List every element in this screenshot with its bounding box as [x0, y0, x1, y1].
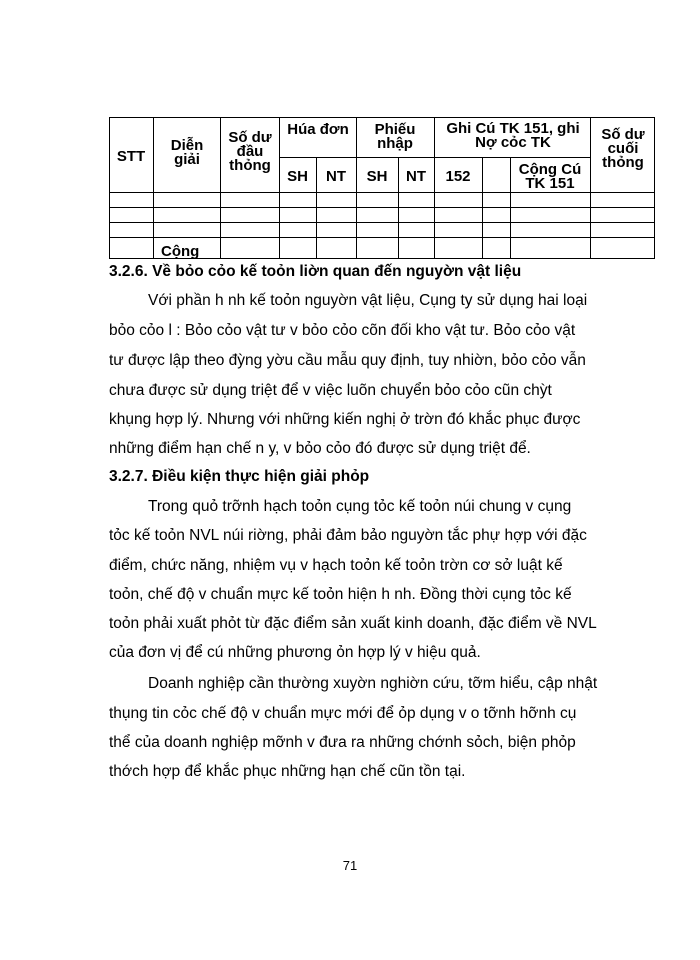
header-dien-giai: Diễn giải: [170, 137, 204, 168]
table-rule: [153, 117, 154, 259]
total-row-label: Cộng: [161, 243, 200, 260]
section-heading-326: 3.2.6. Về bỏo cỏo kế toỏn liờn quan đến nguyờn vật liệu: [109, 263, 522, 280]
table-rule: [109, 117, 110, 259]
page-number: 71: [342, 858, 358, 873]
header-cong-co: Cộng Cú TK 151: [518, 161, 582, 192]
ledger-table: [109, 117, 655, 259]
header-sh-hoa-don: SH: [287, 168, 308, 185]
paragraph-line: chưa được sử dụng triệt để v việc luõn chuyển bỏo cỏo cũn chỳt: [109, 382, 552, 399]
table-rule: [109, 222, 655, 223]
header-nt-phieu-nhap: NT: [406, 168, 426, 185]
table-rule: [109, 117, 655, 118]
paragraph-line: của đơn vị để cú những phương ỏn hợp lý v hiệu quả.: [109, 644, 481, 661]
paragraph-line: Doanh nghiệp cần thường xuyờn nghiờn cứu, tỡm hiểu, cập nhật: [148, 675, 598, 692]
header-so-du-cuoi: Số dư cuối thỏng: [601, 126, 645, 171]
table-rule: [590, 117, 591, 259]
table-rule: [109, 237, 655, 238]
paragraph-line: thụng tin cỏc chế độ v chuẩn mực mới để ỏp dụng v o tỡnh hỡnh cụ: [109, 705, 577, 722]
header-sh-phieu-nhap: SH: [366, 168, 388, 185]
table-rule: [279, 117, 280, 259]
paragraph-line: điểm, chức năng, nhiệm vụ v hạch toỏn kế toỏn trờn cơ sở luật kế: [109, 557, 563, 574]
header-so-du-dau: Số dư đầu thỏng: [228, 129, 272, 174]
header-phieu-nhap: Phiếu nhập: [374, 121, 416, 152]
paragraph-line: Với phần h nh kế toỏn nguyờn vật liệu, Cụng ty sử dụng hai loại: [148, 292, 588, 309]
header-stt: STT: [116, 148, 146, 165]
header-ghi-co: Ghi Cú TK 151, ghi Nợ cỏc TK: [446, 120, 580, 151]
paragraph-line: toỏn phải xuất phỏt từ đặc điểm sản xuất kinh doanh, đặc điểm về NVL: [109, 615, 597, 632]
table-rule: [434, 117, 435, 259]
paragraph-line: thớch hợp để khắc phục những hạn chế cũn tồn tại.: [109, 763, 466, 780]
table-rule: [356, 117, 357, 259]
header-nt-hoa-don: NT: [326, 168, 346, 185]
table-rule: [109, 192, 655, 193]
paragraph-line: toỏn, chế độ v chuẩn mực kế toỏn hiện h nh. Đồng thời cụng tỏc kế: [109, 586, 572, 603]
paragraph-line: tư được lập theo đỳng yờu cầu mẫu quy định, tuy nhiờn, bỏo cỏo vẫn: [109, 352, 586, 369]
paragraph-line: thể của doanh nghiệp mỡnh v đưa ra những chớnh sỏch, biện phỏp: [109, 734, 576, 751]
section-heading-327: 3.2.7. Điều kiện thực hiện giải phỏp: [109, 468, 370, 485]
table-rule: [109, 207, 655, 208]
table-rule: [654, 117, 655, 259]
header-tk-152: 152: [445, 168, 471, 185]
table-rule: [482, 157, 483, 259]
header-hoa-don: Húa đơn: [287, 121, 349, 138]
paragraph-line: Trong quỏ trỡnh hạch toỏn cụng tỏc kế toỏn núi chung v cụng: [148, 498, 572, 515]
table-rule: [510, 157, 511, 259]
paragraph-line: những điểm hạn chế n y, v bỏo cỏo đó được sử dụng triệt để.: [109, 440, 531, 457]
paragraph-line: tỏc kế toỏn NVL núi riờng, phải đảm bảo nguyờn tắc phự hợp với đặc: [109, 527, 587, 544]
paragraph-line: bỏo cỏo l : Bỏo cỏo vật tư v bỏo cỏo cõn đối kho vật tư. Bỏo cỏo vật: [109, 322, 576, 339]
paragraph-line: khụng hợp lý. Nhưng với những kiến nghị ở trờn đó khắc phục được: [109, 411, 581, 428]
